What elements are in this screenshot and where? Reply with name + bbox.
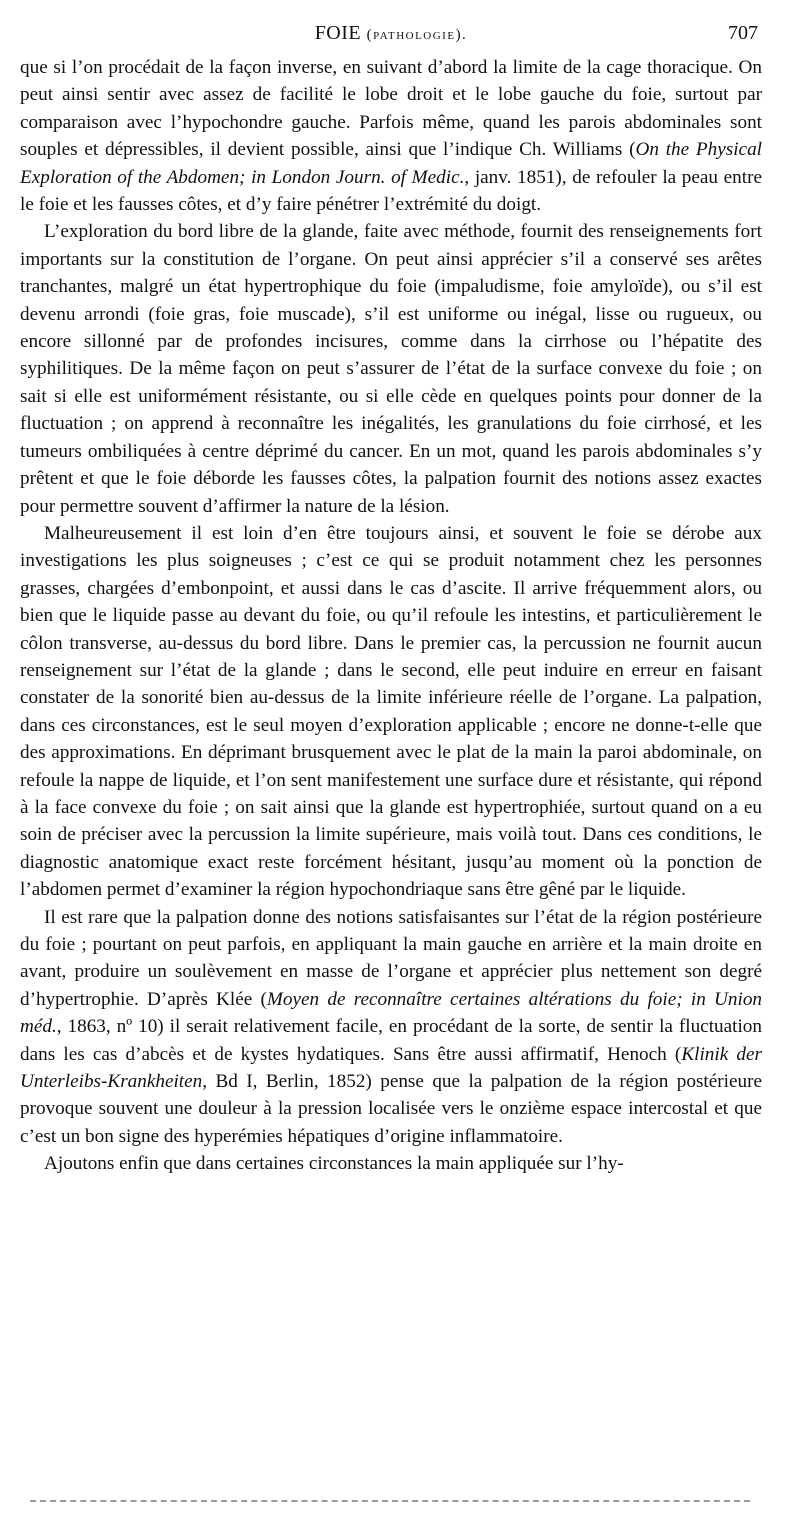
text-run: Ajoutons enfin que dans certaines circonstances la main appliquée sur l’hy- xyxy=(44,1153,624,1175)
running-title xyxy=(20,22,762,45)
body-text xyxy=(20,54,762,1178)
text-run: , 1863, nº 10) il serait relativement facile, en procédant de la sorte, de sentir la fluctuation dans les cas d’abcès et de kystes hydatiques. Sans être aussi affirmatif, Henoch ( xyxy=(20,1016,762,1065)
page-number: 707 xyxy=(728,22,758,44)
paragraph xyxy=(20,54,762,218)
paragraph xyxy=(20,904,762,1151)
text-run: Il est rare que la palpation donne des notions satisfaisantes sur l’état de la région postérieure du foie ; pourtant on peut parfois, en appliquant la main gauche en arrière et la main droite en avant, produire un soulèvement en masse de l’organe et apprécier plus nettement son degré d’hypertrophie. D’après Klée ( xyxy=(20,906,762,1010)
citation-italic: Moyen de reconnaître certaines altérations du foie; in Union méd. xyxy=(20,988,763,1038)
paragraph xyxy=(20,520,762,904)
running-title-main: FOIE xyxy=(314,22,362,44)
running-header xyxy=(20,22,762,54)
text-run: Malheureusement il est loin d’en être toujours ainsi, et souvent le foie se dérobe aux investigations les plus soigneuses ; c’est ce qui se produit notamment chez les personnes grasses, chargées d’embonpoint, et aussi dans le cas d’ascite. Il arrive fréquemment alors, ou bien que le liquide passe au devant du foie, ou qu’il refoule les intestins, et particulièrement le côlon transverse, au-dessus du bord libre. Dans le premier cas, la percussion ne fournit aucun renseignement sur l’état de la glande ; dans le second, elle peut induire en erreur en faisant constater de la sonorité bien au-dessus de la limite inférieure réelle de l’organe. La palpation, dans ces circonstances, est le seul moyen d’exploration applicable ; encore ne donne-t-elle que des approximations. En déprimant brusquement avec le plat de la main la paroi abdominale, on refoule la nappe de liquide, et l’on sent manifestement une surface dure et résistante, qui répond à la face convexe du foie ; on sait ainsi que la glande est hypertrophiée, surtout quand on a eu soin de préciser avec la percussion la limite supérieure, mais voilà tout. Dans ces conditions, le diagnostic anatomique exact reste forcément hésitant, jusqu’au moment où la ponction de l’abdomen permet d’examiner la région hypochondriaque sans être gêné par le liquide. xyxy=(20,522,762,901)
text-run: , Bd I, Berlin, 1852) pense que la palpation de la région postérieure provoque souvent une douleur à la pression localisée vers le onzième espace intercostal et que c’est un bon signe des hyperémies hépatiques d’origine inflammatoire. xyxy=(20,1071,762,1147)
running-title-sub: (pathologie). xyxy=(366,27,468,43)
footer-divider xyxy=(30,1500,750,1502)
citation-italic: On the Physical Exploration of the Abdomen; in London Journ. of Medic. xyxy=(20,139,762,188)
citation-italic: Klinik der Unterleibs-Krankheiten xyxy=(20,1043,762,1093)
paragraph xyxy=(20,1150,762,1177)
text-run: , janv. 1851), de refouler la peau entre le foie et les fausses côtes, et d’y faire pénétrer l’extrémité du doigt. xyxy=(20,166,762,216)
book-page xyxy=(20,22,762,1178)
text-run: L’exploration du bord libre de la glande, faite avec méthode, fournit des renseignements fort importants sur la constitution de l’organe. On peut ainsi apprécier s’il a conservé ses arêtes tranchantes, malgré un état hypertrophique du foie (impaludisme, foie amyloïde), ou s’il est devenu arrondi (foie gras, foie muscade), s’il est uniforme ou inégal, lisse ou rugueux, ou encore sillonné par de profondes incisures, comme dans la cirrhose ou l’hépatite des syphilitiques. De la même façon on peut s’assurer de l’état de la surface convexe du foie ; on sait si elle est uniformément résistante, ou si elle cède en quelques points pour donner de la fluctuation ; on apprend à reconnaître les inégalités, les granulations du foie cirrhosé, et les tumeurs ombiliquées à centre déprimé du cancer. En un mot, quand les parois abdominales s’y prêtent et que le foie déborde les fausses côtes, la palpation fournit des notions assez exactes pour permettre souvent d’affirmer la nature de la lésion. xyxy=(20,221,762,517)
paragraph xyxy=(20,218,762,519)
text-run: que si l’on procédait de la façon inverse, en suivant d’abord la limite de la cage thoracique. On peut ainsi sentir avec assez de facilité le lobe droit et le lobe gauche du foie, surtout par comparaison avec l’hypochondre gauche. Parfois même, quand les parois abdominales sont souples et dépressibles, il devient possible, ainsi que l’indique Ch. Williams ( xyxy=(20,57,762,161)
